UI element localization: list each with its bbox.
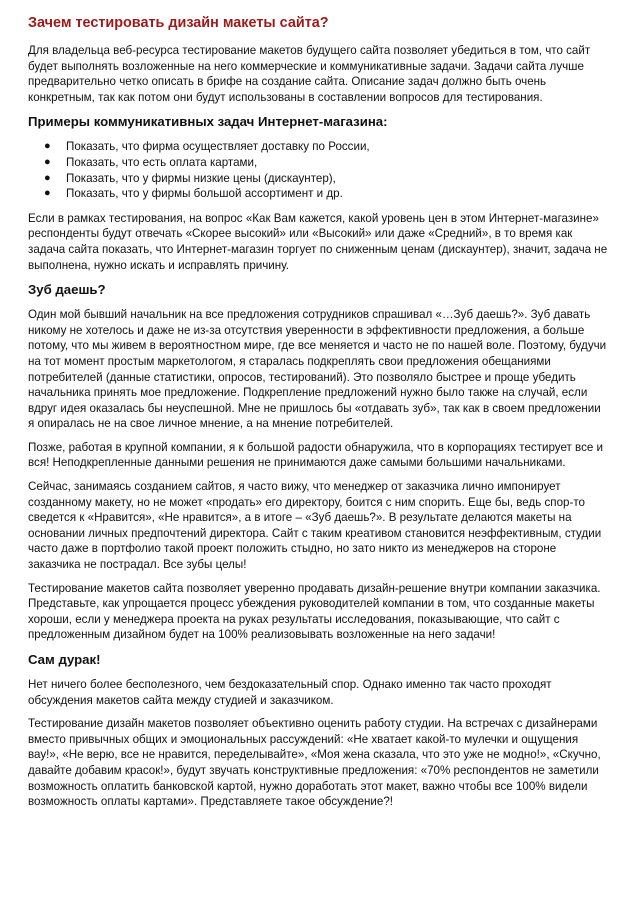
paragraph: Тестирование дизайн макетов позволяет объективно оценить работу студии. На встречах с дизайнерами вместо привычных общих и эмоциональных рассуждений: «Не хватает какой-то мулечки и ощущения вау!», «Не верю, все не нравится, переделывайте», «Моя жена сказала, что это уже не модно!», «Скучно, давайте добавим красок!», будут звучать конструктивные предложения: «70% респондентов не заметили возможность оплатить банковской картой, нужно доработать этот макет, важно чтобы все 100% видели возможность оплаты картами». Представляете такое обсуждение?! xyxy=(28,717,601,809)
paragraph: Тестирование макетов сайта позволяет уверенно продавать дизайн-решение внутри компании заказчика. Представьте, как упрощается процесс убеждения руководителей компании в том, что созданные макеты хороши, если у менеджера проекта на руках результаты исследования, показывающие, что сайт с предложенным дизайном будет на 100% реализовывать возложенные на него задачи! xyxy=(28,581,601,642)
examples-list xyxy=(28,139,608,201)
list-item: ● Показать, что фирма осуществляет доставку по России, xyxy=(44,140,370,154)
list-item: ● Показать, что у фирмы большой ассортимент и др. xyxy=(44,187,343,201)
examples-followup-paragraph: Если в рамках тестирования, на вопрос «Как Вам кажется, какой уровень цен в этом Интернет-магазине» респонденты будут отвечать «Скорее высокий» или «Высокий» или даже «Средний», в то время как задача сайта показать, что Интернет-магазин торгует по сниженным ценам (дискаунтер), значит, задача не выполнена, нужно искать и исправлять причину. xyxy=(28,211,608,272)
examples-heading: Примеры коммуникативных задач Интернет-магазина: xyxy=(28,114,388,130)
paragraph: Позже, работая в крупной компании, я к большой радости обнаружила, что в корпорациях тестирует все и вся! Неподкрепленные данными решения не принимаются даже самыми большими начальниками. xyxy=(28,440,604,470)
paragraph: Сейчас, занимаясь созданием сайтов, я часто вижу, что менеджер от заказчика лично импонирует созданному макету, но не может «продать» его директору, боится с ним спорить. Еще бы, ведь спор-то сведется к «Нравится», «Не нравится», а в итоге – «Зуб даешь?». В результате делаются макеты на основании личных предпочтений директора. Сайт с таким креативом становится неэффективным, студии часто даже в портфолио такой проект положить стыдно, но зато никто из менеджеров на стороне заказчика не пострадал. Все зубы целы! xyxy=(28,480,602,572)
bullet-icon: ● xyxy=(44,155,51,168)
list-item: ● Показать, что у фирмы низкие цены (дискаунтер), xyxy=(44,171,336,185)
intro-paragraph: Для владельца веб-ресурса тестирование макетов будущего сайта позволяет убедиться в том, что сайт будет выполнять возложенные на него коммерческие и коммуникативные задачи. Задачи сайта лучше предварительно четко описать в брифе на создание сайта. Описание задач должно быть очень конкретным, так как потом они будут использованы в составлении вопросов для тестирования. xyxy=(28,44,591,104)
bullet-icon: ● xyxy=(44,187,51,200)
bullet-icon: ● xyxy=(44,140,51,153)
section-heading-zub: Зуб даешь? xyxy=(28,282,106,298)
paragraph: Один мой бывший начальник на все предложения сотрудников спрашивал «…Зуб даешь?». Зуб давать никому не хотелось и даже не из-за отсутствия уверенности в эффективности предложения, а больше потому, что мы живем в вероятностном мире, где все меняется и часто не по нашей воле. Поэтому, будучи на тот момент простым маркетологом, я старалась подкреплять свои предложения обещаниями потребителей (данные статистики, опросов, тестирований). Это позволяло быстрее и проще убедить начальника принять мое предложение. Подкрепление предложений нужно было также на случай, если вдруг идея оказалась бы неуспешной. Мне не пришлось бы «отдавать зуб», так как в своем предложении я опиралась не на свое личное мнение, а на мнение потребителей. xyxy=(28,308,607,431)
bullet-icon: ● xyxy=(44,171,51,184)
section-heading-sam-durak: Сам дурак! xyxy=(28,652,101,667)
list-item: ● Показать, что есть оплата картами, xyxy=(44,155,258,169)
paragraph: Нет ничего более бесполезного, чем бездоказательный спор. Однако именно так часто проходят обсуждения макетов сайта между студией и заказчиком. xyxy=(28,678,552,707)
page-title: Зачем тестировать дизайн макеты сайта? xyxy=(28,15,329,31)
